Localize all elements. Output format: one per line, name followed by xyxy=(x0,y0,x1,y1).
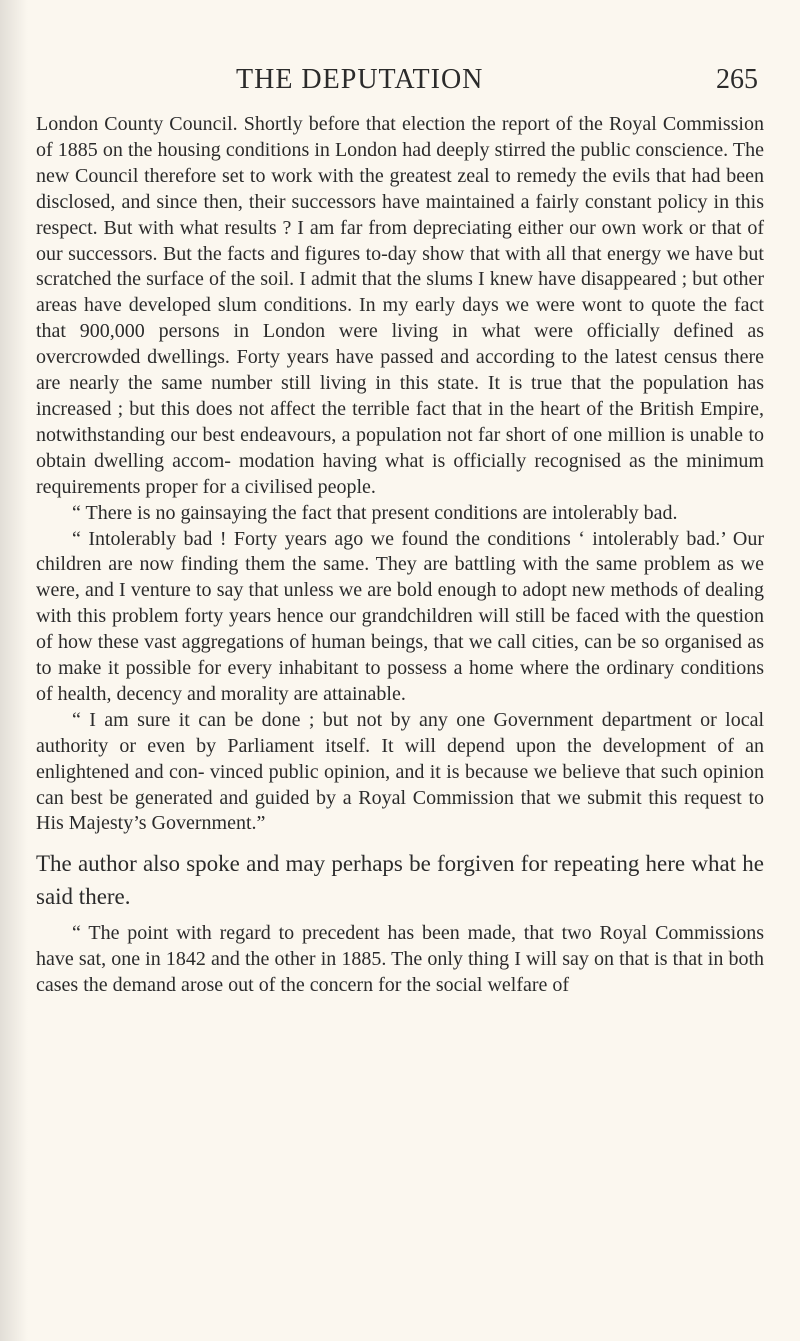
paragraph-continued: London County Council. Shortly before that election the report of the Royal Commission of 1885 on the housing conditions in London had deeply stirred the public conscience. The new Council therefore set to work with the greatest zeal to remedy the evils that had been disclosed, and since then, their successors have maintained a fairly constant policy in this respect. But with what results ? I am far from depreciating either our own work or that of our successors. But the facts and figures to-day show that with all that energy we have but scratched the surface of the soil. I admit that the slums I knew have disappeared ; but other areas have developed slum conditions. In my early days we were wont to quote the fact that 900,000 persons in London were living in what were officially defined as overcrowded dwellings. Forty years have passed and according to the latest census there are nearly the same number still living in this state. It is true that the population has increased ; but this does not affect the terrible fact that in the heart of the British Empire, notwithstanding our best endeavours, a population not far short of one million is unable to obtain dwelling accom- modation having what is officially recognised as the minimum requirements proper for a civilised people. xyxy=(36,113,764,498)
body-text xyxy=(36,112,764,999)
paragraph-quote-royal-commission: “ I am sure it can be done ; but not by any one Government department or local authority or even by Parliament itself. It will depend upon the development of an enlightened and con- vinced public opinion, and it is because we believe that such opinion can best be generated and guided by a Royal Commission that we submit this request to His Majesty’s Government.” xyxy=(36,708,764,835)
page-header xyxy=(0,64,800,104)
paragraph-quote-intolerably-bad: “ Intolerably bad ! Forty years ago we found the conditions ‘ intolerably bad.’ Our children are now finding them the same. They are battling with the same problem as we were, and I venture to say that unless we are bold enough to adopt new methods of dealing with this problem forty years hence our grandchildren will still be faced with the question of how these vast aggregations of human beings, that we call cities, can be so organised as to make it possible for every inhabitant to possess a home where the ordinary conditions of health, decency and morality are attainable. xyxy=(36,527,764,705)
page-edge-shadow xyxy=(0,0,28,1341)
running-head: THE DEPUTATION xyxy=(236,64,484,95)
paragraph-author-narrative: The author also spoke and may perhaps be forgiven for repeating here what he said there. xyxy=(36,851,764,910)
paragraph-quote-precedent: “ The point with regard to precedent has been made, that two Royal Commissions have sat, one in 1842 and the other in 1885. The only thing I will say on that is that in both cases the demand arose out of the concern for the social welfare of xyxy=(36,922,764,997)
page-number: 265 xyxy=(716,64,758,95)
paragraph-quote-gainsaying: “ There is no gainsaying the fact that present conditions are intolerably bad. xyxy=(72,501,678,524)
